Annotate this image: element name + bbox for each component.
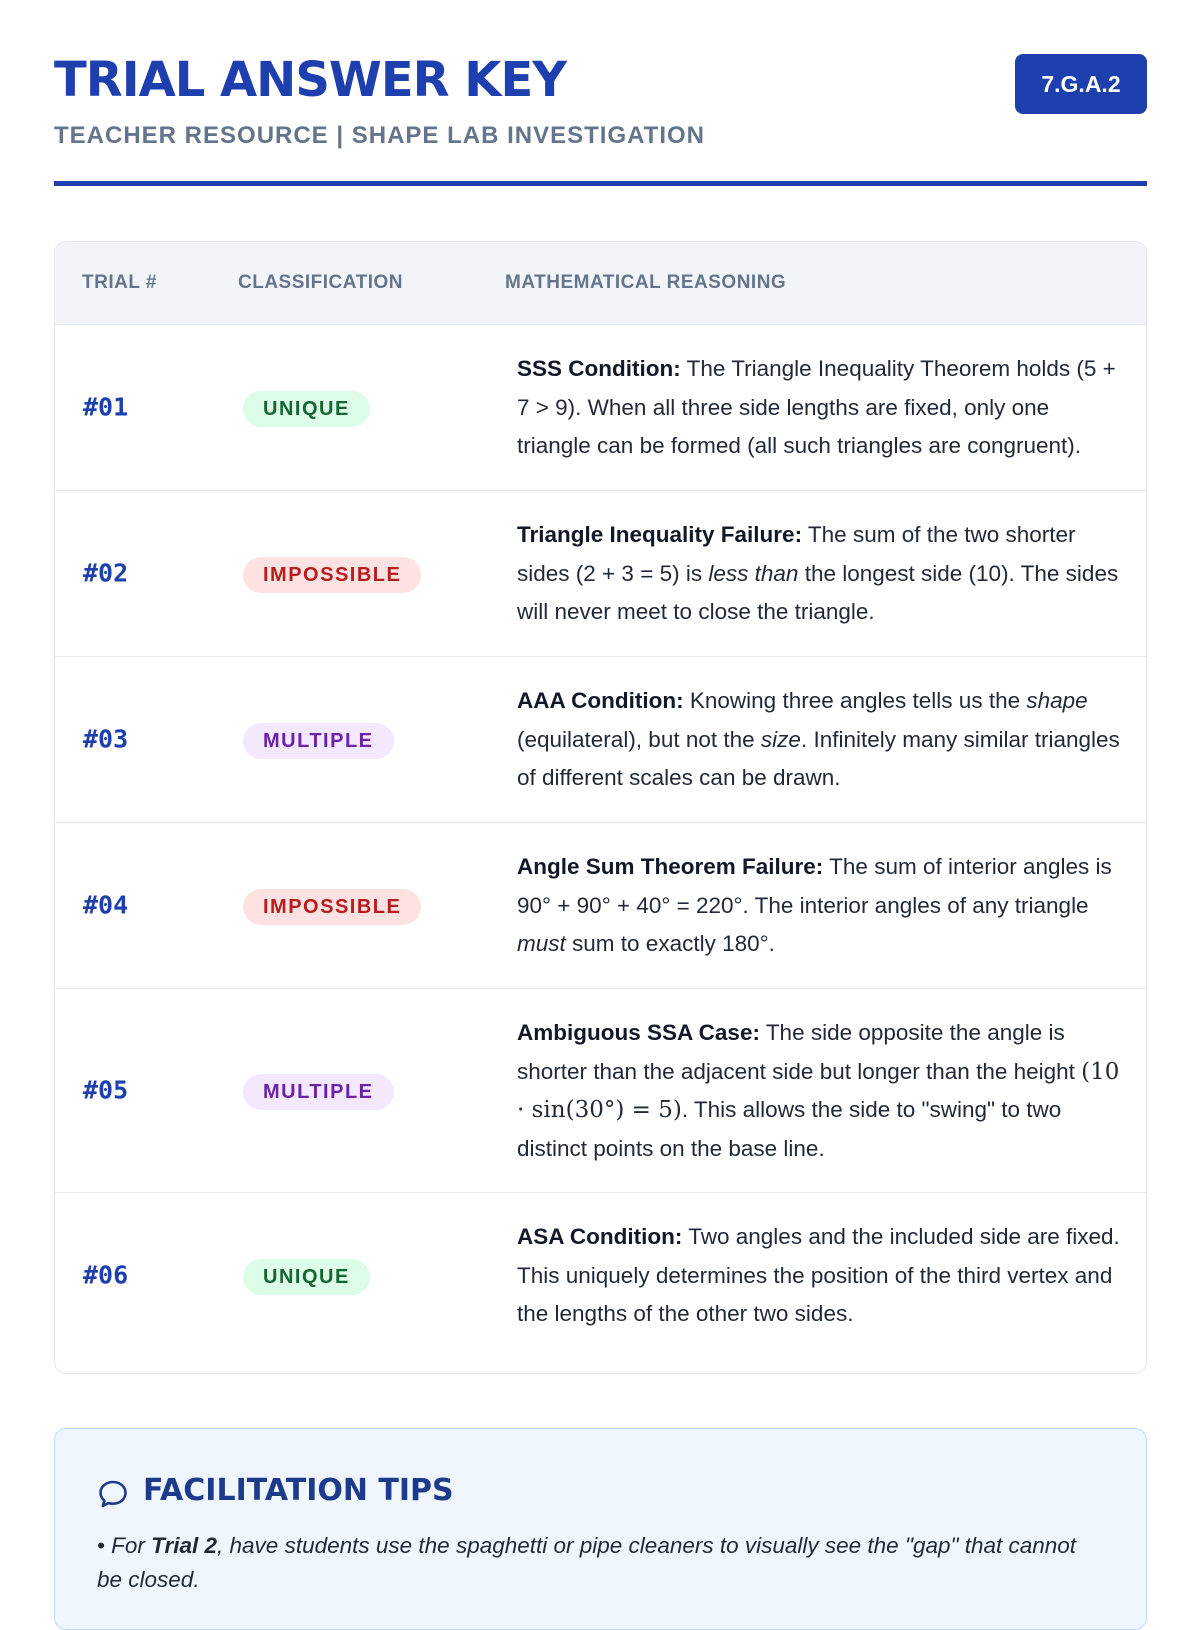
tip-prefix: • For — [97, 1533, 145, 1558]
table-row — [55, 657, 1146, 823]
classification-badge: UNIQUE — [243, 391, 370, 427]
reasoning-emphasis-2: size — [760, 726, 801, 752]
reasoning-emphasis: shape — [1026, 688, 1088, 713]
reasoning-title: Angle Sum Theorem Failure: — [517, 854, 824, 879]
tips-title: FACILITATION TIPS — [143, 1473, 454, 1508]
column-header-classification: CLASSIFICATION — [238, 272, 403, 293]
page-title: TRIAL ANSWER KEY — [54, 52, 567, 108]
chat-bubble-icon — [97, 1478, 129, 1510]
column-header-trial: TRIAL # — [82, 272, 157, 293]
reasoning-body: The sum of the two shorter sides (2 + 3 = 5) is — [517, 522, 1076, 586]
table-header — [55, 242, 1146, 325]
reasoning-title: Triangle Inequality Failure: — [517, 522, 803, 547]
reasoning-title: AAA Condition: — [517, 688, 684, 713]
classification-badge: UNIQUE — [243, 1259, 370, 1295]
reasoning-text — [517, 1014, 1125, 1168]
trial-number: #06 — [83, 1260, 129, 1290]
reasoning-title: ASA Condition: — [517, 1224, 683, 1249]
reasoning-body-end: . This allows the side to "swing" to two distinct points on the base line. — [517, 1097, 1062, 1161]
reasoning-text — [517, 848, 1125, 964]
table-row — [55, 989, 1146, 1193]
reasoning-body-end: sum to exactly 180°. — [572, 931, 775, 956]
tip-bold: Trial 2 — [151, 1533, 218, 1558]
trial-number: #01 — [83, 392, 129, 422]
classification-badge: MULTIPLE — [243, 1074, 394, 1110]
table-row — [55, 491, 1146, 657]
trial-number: #03 — [83, 724, 129, 754]
classification-badge: MULTIPLE — [243, 723, 394, 759]
standard-badge: 7.G.A.2 — [1015, 54, 1147, 114]
trial-number: #04 — [83, 890, 129, 920]
reasoning-body-mid: (equilateral), but not the — [517, 726, 755, 752]
trial-number: #05 — [83, 1075, 129, 1105]
reasoning-body-end: . Infinitely many similar triangles of different scales can be drawn. — [517, 726, 1120, 790]
page-header — [54, 0, 1147, 190]
header-divider — [54, 181, 1147, 186]
page-subtitle: TEACHER RESOURCE | SHAPE LAB INVESTIGATION — [54, 122, 705, 149]
reasoning-formula: (10 · sin(30°) = 5) — [517, 1058, 1120, 1123]
reasoning-body: The side opposite the angle is shorter than the adjacent side but longer than the height — [517, 1020, 1075, 1084]
reasoning-body: The sum of interior angles is 90° + 90° + 40° = 220°. The interior angles of any triangle — [517, 854, 1112, 918]
reasoning-text — [517, 350, 1125, 466]
reasoning-text — [517, 1218, 1125, 1334]
reasoning-body-end: the longest side (10). The sides will never meet to close the triangle. — [517, 560, 1119, 624]
tip-body: , have students use the spaghetti or pipe cleaners to visually see the "gap" that cannot be closed. — [97, 1533, 1077, 1592]
classification-badge: IMPOSSIBLE — [243, 557, 421, 593]
trial-number: #02 — [83, 558, 129, 588]
answer-key-page — [54, 0, 1147, 1592]
reasoning-title: Ambiguous SSA Case: — [517, 1020, 760, 1045]
table-row — [55, 325, 1146, 491]
reasoning-emphasis: must — [517, 931, 566, 956]
reasoning-body: The Triangle Inequality Theorem holds (5 + 7 > 9). When all three side lengths are fixed, only one triangle can be formed (all such triangles are congruent). — [517, 356, 1116, 458]
reasoning-body: Two angles and the included side are fixed. This uniquely determines the position of the third vertex and the lengths of the other two sides. — [517, 1224, 1120, 1326]
column-header-reasoning: MATHEMATICAL REASONING — [505, 272, 787, 293]
reasoning-title: SSS Condition: — [517, 356, 681, 381]
reasoning-text — [517, 516, 1125, 632]
table-row — [55, 1193, 1146, 1358]
reasoning-emphasis: less than — [708, 560, 799, 586]
table-row — [55, 823, 1146, 989]
reasoning-text — [517, 682, 1125, 798]
tip-item — [97, 1529, 1107, 1597]
classification-badge: IMPOSSIBLE — [243, 889, 421, 925]
reasoning-body: Knowing three angles tells us the — [689, 688, 1021, 713]
answer-table — [54, 241, 1147, 1374]
